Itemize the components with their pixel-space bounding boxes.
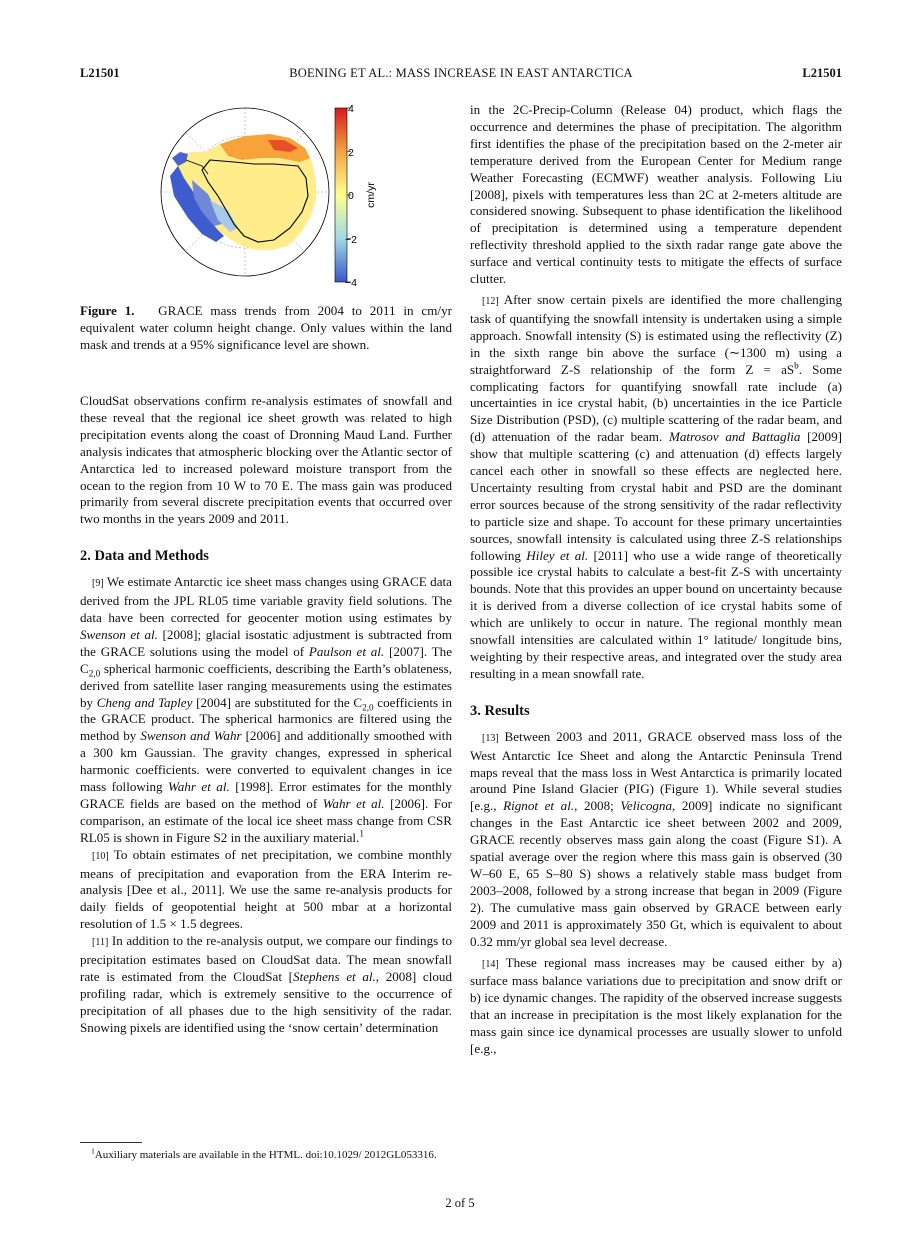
figure-caption-label: Figure 1. [80, 303, 135, 318]
colorbar-tick-label: 0 [348, 190, 354, 202]
paragraph-number: [9] [92, 578, 104, 590]
paragraph-number: [13] [482, 732, 499, 744]
colorbar-tick-label: 4 [348, 103, 354, 115]
continued-paragraph: in the 2C-Precip-Column (Release 04) product, which flags the occurrence and determines the phase of precipitation. The algorithm first identifies the phase of the precipitation based on the 2-meter air temperature derived from the European Center for Medium range Weather Forecasting (ECMWF) weather analysis. Following Liu [2008], pixels with temperatures less than 2C at 2-meters altitude are considered snowing. Subsequent to phase identification the likelihood of precipitation is determined using a temperature dependent reflectivity threshold applied to the sixth radar range gate above the surface and vertical continuity tests to mitigate the effects of surface clutter. [470, 102, 842, 287]
running-header [80, 66, 842, 84]
intro-paragraph: CloudSat observations confirm re-analysis estimates of snowfall and these reveal that the regional ice sheet growth was related to high precipitation events along the coast of Dronning Maud Land. Further analysis indicates that atmospheric blocking over the Atlantic sector of Antarctica led to increased poleward moisture transport from the ocean to the region from 10 W to 70 E. The mass gain was produced primarily from several discrete precipitation events that occurred over two months in the years 2009 and 2011. [80, 393, 452, 527]
paragraph-10-text: To obtain estimates of net precipitation, we combine monthly means of precipitation and evaporation from the ERA Interim re-analysis [Dee et al., 2011]. We use the same re-analysis products for daily fields of geopotential height at 500 mbar at a horizontal resolution of 1.5 × 1.5 degrees. [80, 846, 453, 932]
figure-1-caption [80, 303, 452, 354]
right-column [470, 102, 842, 1058]
page-number: 2 of 5 [445, 1196, 475, 1210]
colorbar-unit-label: cm/yr [365, 182, 377, 208]
section-heading-data-methods: 2. Data and Methods [80, 548, 209, 565]
paragraph-9: [9] We estimate Antarctic ice sheet mass changes using GRACE data derived from the JPL RL05 time variable gravity field solutions. The data have been corrected for geocenter motion using estimates by Swenson et al. [2008]; glacial isostatic adjustment is subtracted from the GRACE solutions using the model of Paulson et al. [2007]. The $C_{2,0}$ spherical harmonic coefficients, describing the Earth’s oblateness, derived from satellite laser ranging measurements using the estimates by Cheng and Tapley [2004] are substituted for the $C_{2,0}$ coefficients in the GRACE product. The spherical harmonics are filtered using the method by Swenson and Wahr [2006] and additionally smoothed with a 300 km Gaussian. The gravity changes, expressed in spherical harmonic coefficients. were converted to equivalent changes in ice mass following Wahr et al. [1998]. Error estimates for the monthly GRACE fields are based on the method of Wahr et al. [2006]. For comparison, an estimate of the local ice sheet mass change from CSR RL05 is shown in Figure S2 in the auxiliary material.$^1$ [80, 574, 453, 845]
paragraph-12: [12] After snow certain pixels are identified the more challenging task of quantifying the snowfall intensity is undertaken using a simple approach. Snowfall intensity (S) is estimated using the reflectivity (Z) in the sixth range bin above the surface (∼1300 m) using a straightforward Z-S relationship of the form $Z = aS^b$. Some complicating factors for quantifying snowfall rate include (a) uncertainties in ice crystal habit, (b) uncertainties in the ice Particle Size Distribution (PSD), (c) multiple scattering of the radar beam, and (d) attenuation of the radar beam. Matrosov and Battaglia [2009] show that multiple scattering (c) and attenuation (d) effects largely cancel each other in snowfall so these effects are neglected here. Uncertainty resulting from crystal habit and PSD are the dominant error sources because of the strong sensitivity of the radar reflectivity to particle size and shape. To account for these primary uncertainties sources, snowfall intensity is calculated using three Z-S relationships following Hiley et al. [2011] who use a wide range of theoretically possible ice crystal habits to calculate a best-fit Z-S with uncertainty bounds. Note that this provides an upper bound on uncertainty because it is derived from a diverse collection of ice crystal habits some of which are unlikely to occur in nature. The regional monthly mean snowfall intensities are calculated within 1° latitude/ longitude bins, weighting by their respective areas, and integrated over the study area resulting in a mean snowfall rate. [470, 291, 842, 681]
paragraph-number: [11] [92, 937, 109, 949]
paragraph-10 [80, 847, 452, 934]
figure-caption-text: GRACE mass trends from 2004 to 2011 in cm/yr equivalent water column height change. Only values within the land mask and trends at a 95% significance level are shown. [80, 303, 452, 352]
paragraph-14: [14] These regional mass increases may be caused either by a) surface mass balance variations due to precipitation and snow drift or b) ice dynamic changes. The rapidity of the observed increase suggests that an increase in precipitation is the most likely explanation for the mass gain since ice dynamical processes are usually slower to unfold [e.g., [470, 954, 842, 1057]
header-title: BOENING ET AL.: MASS INCREASE IN EAST ANTARCTICA [289, 66, 633, 80]
paragraph-number: [14] [482, 958, 499, 970]
left-column [80, 393, 452, 1037]
paragraph-11: [11] In addition to the re-analysis output, we compare our findings to precipitation estimates based on CloudSat data. The mean snowfall rate is estimated from the CloudSat [Stephens et al., 2008] cloud profiling radar, which is extremely sensitive to the occurrence of precipitation of all phases due to the high sensitivity of the radar. Snowing pixels are identified using the ‘snow certain’ determination [80, 933, 452, 1035]
colorbar-tick-label: −4 [345, 277, 357, 289]
header-right-id: L21501 [802, 66, 842, 80]
paragraph-number: [12] [482, 295, 499, 307]
colorbar-tick-label: −2 [345, 234, 357, 246]
footnote-rule [80, 1142, 142, 1143]
figure-1 [150, 100, 390, 290]
colorbar-tick-label: 2 [348, 147, 354, 159]
colorbar [335, 103, 377, 289]
paragraph-13: [13] Between 2003 and 2011, GRACE observed mass loss of the West Antarctic Ice Sheet and along the Antarctic Peninsula Trend maps reveal that the mass loss in West Antarctica is primarily located around Pine Island Glacier (PIG) (Figure 1). While several studies [e.g., Rignot et al., 2008; Velicogna, 2009] indicate no significant changes in the East Antarctic ice sheet between 2002 and 2009, GRACE recently observes mass gain along the coast (Figure S1). A spatial average over the region where this mass gain is observed (30 W–60 E, 65 S–80 S) shows a relatively stable mass budget from 2003–2008, followed by a strong increase that began in 2009 (Figure 2). The cumulative mass gain observed by GRACE between early 2009 and 2011 is approximately 350 Gt, which is equivalent to about 0.32 mm/yr global sea level decrease. [470, 728, 842, 949]
polar-map [161, 108, 329, 276]
footnote-text: Auxiliary materials are available in the HTML. doi:10.1029/ 2012GL053316. [94, 1149, 437, 1161]
footnote [80, 1148, 452, 1162]
section-heading-results: 3. Results [470, 702, 530, 719]
header-left-id: L21501 [80, 66, 120, 80]
paragraph-number: [10] [92, 850, 109, 862]
figure-1-graphic [150, 100, 390, 290]
footnote-mark: 1 [91, 1146, 95, 1156]
